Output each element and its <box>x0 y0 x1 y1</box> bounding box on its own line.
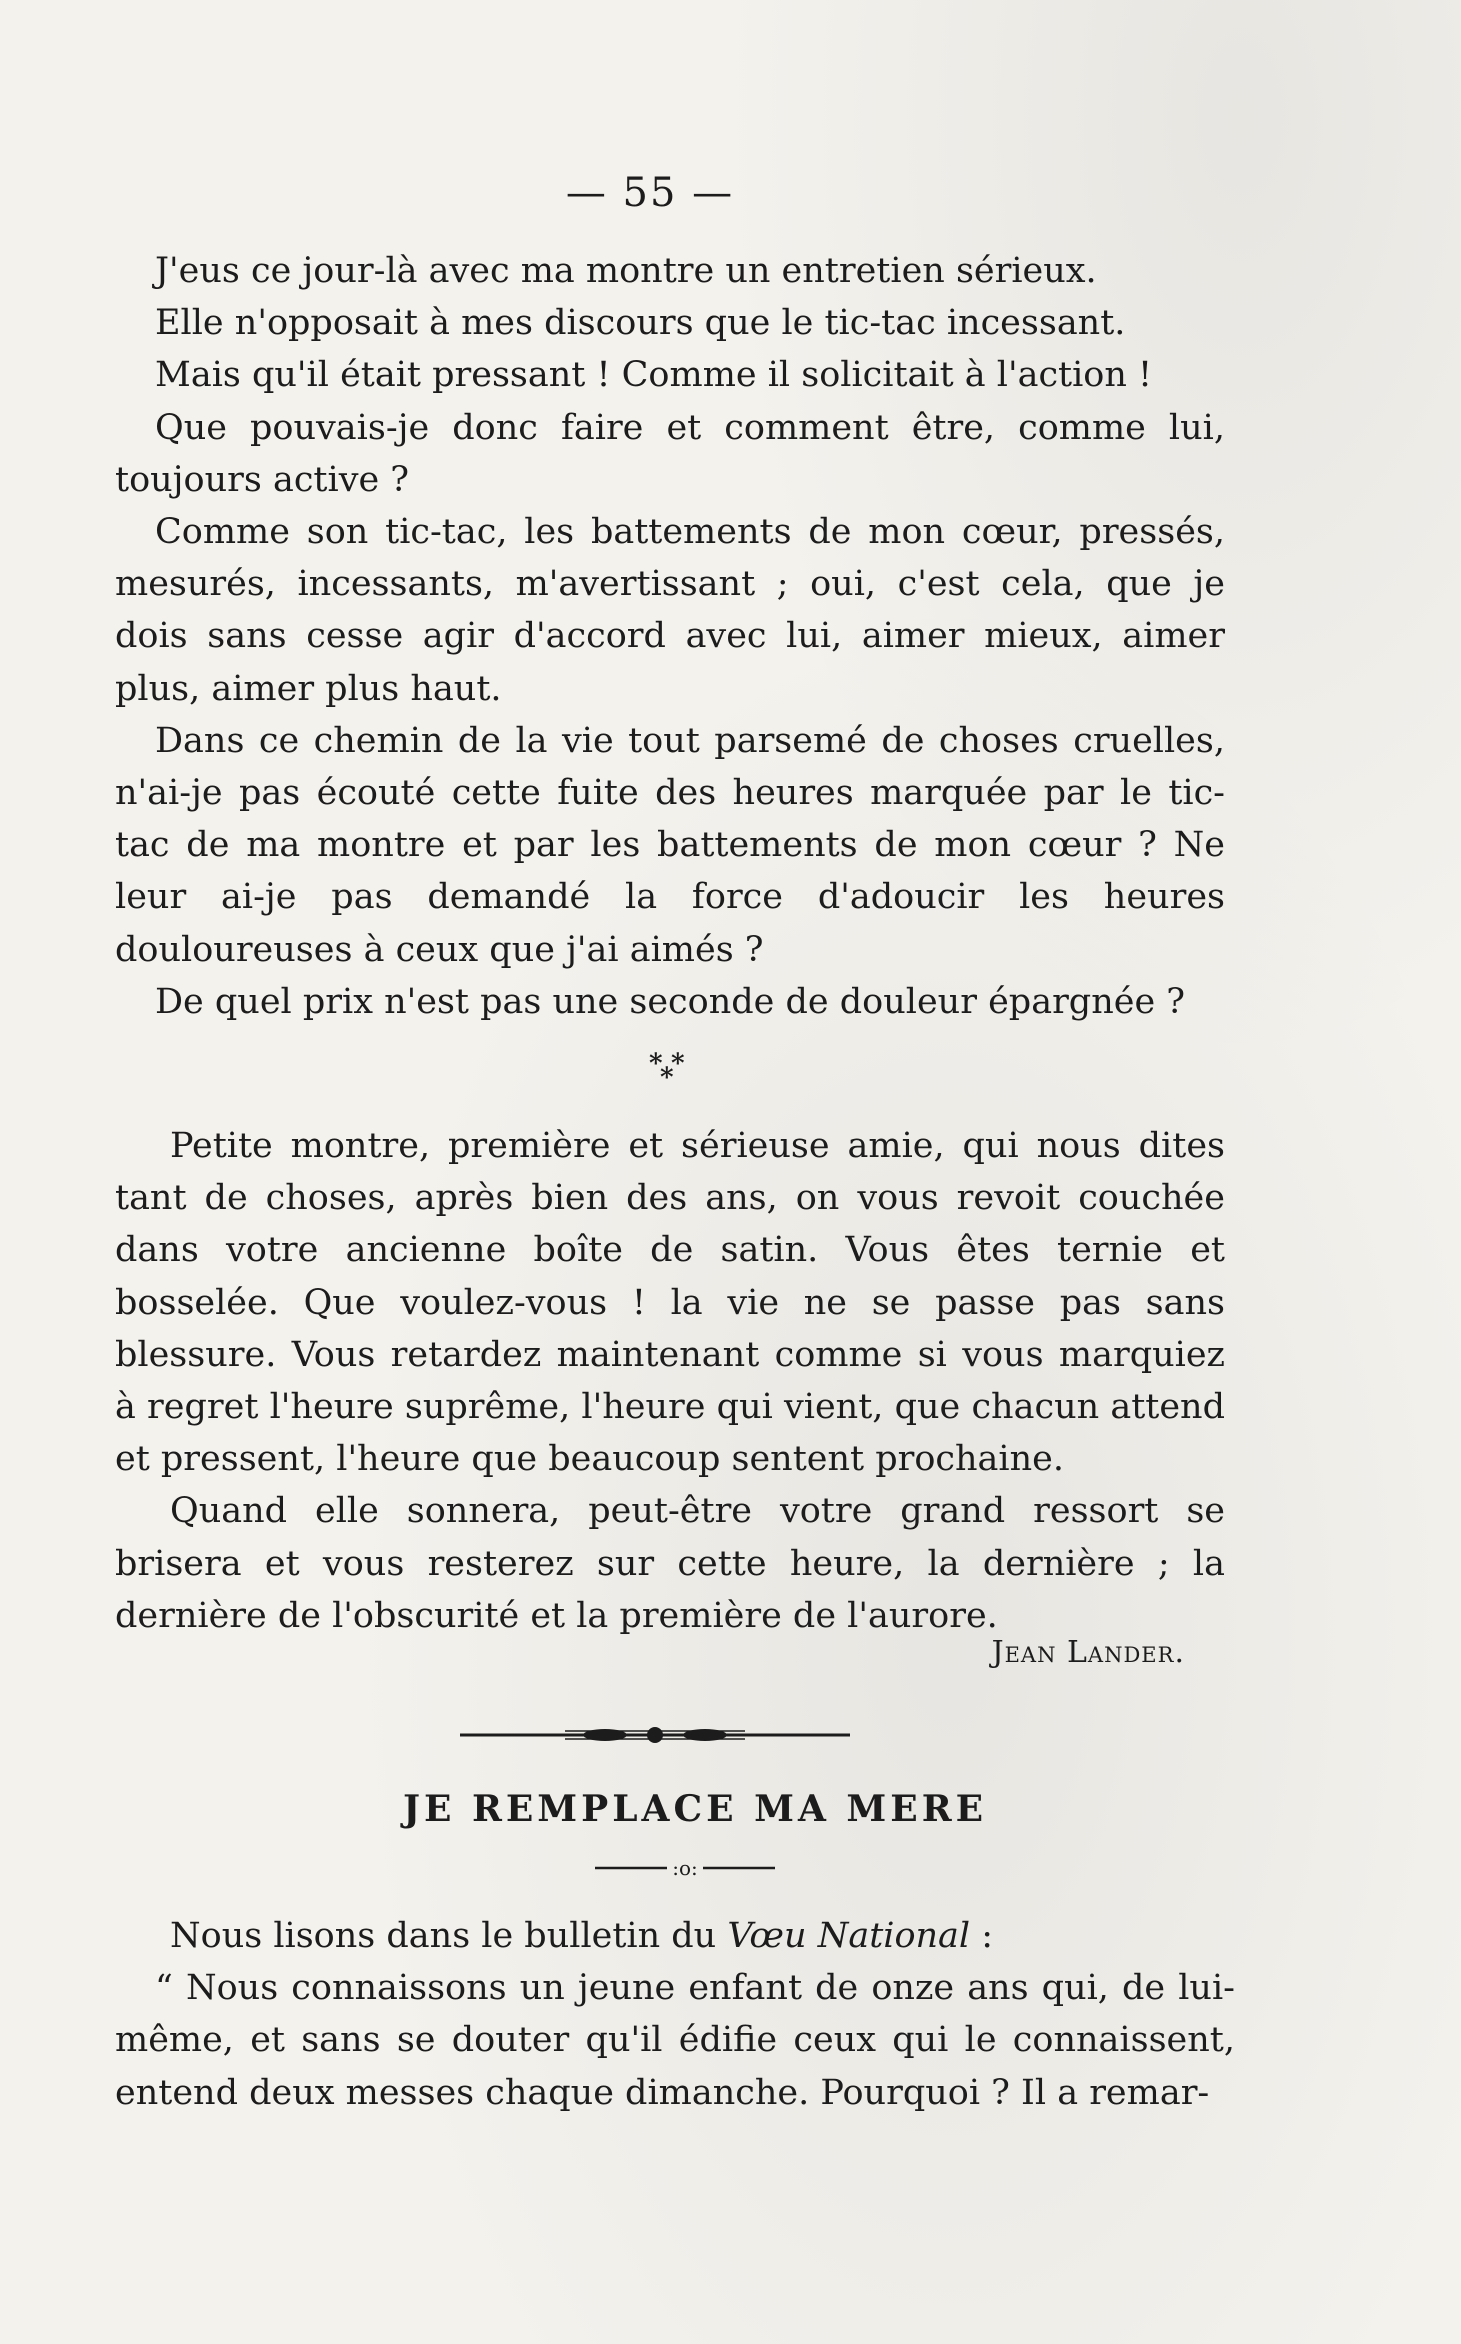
article-title: JE REMPLACE MA MERE <box>402 1788 988 1830</box>
paragraph: Comme son tic-tac, les battements de mon cœur, pressés, mesurés, incessants, m'avertissant ; oui, c'est cela, que je dois sans cesse agir d'accord avec lui, aimer mieux, aimer plus, aimer plus haut. <box>115 512 1225 709</box>
title-rule-icon <box>595 1853 775 1883</box>
paragraph: Que pouvais-je donc faire et comment être, comme lui, toujours active ? <box>115 407 1225 500</box>
page-number: — 55 — <box>565 170 735 216</box>
article2-body <box>115 1910 1235 2119</box>
title-rule-text: :o: <box>672 1856 698 1880</box>
paragraph: De quel prix n'est pas une seconde de douleur épargnée ? <box>155 981 1186 1022</box>
paragraph: Quand elle sonnera, peut-être votre grand ressort se brisera et vous resterez sur cette heure, la dernière ; la dernière de l'obscurité et la première de l'aurore. <box>115 1491 1225 1636</box>
article-body-part1 <box>115 245 1225 1028</box>
ornamental-rule-icon <box>455 1720 855 1750</box>
paragraph: “ Nous connaissons un jeune enfant de onze ans qui, de lui-même, et sans se douter qu'il édifie ceux qui le connaissent, entend deux messes chaque dimanche. Pourquoi ? Il a remar- <box>115 1968 1235 2113</box>
section-separator <box>0 1050 1330 1096</box>
paragraph: Petite montre, première et sérieuse amie, qui nous dites tant de choses, après bien des ans, on vous revoit couchée dans votre ancienne boîte de satin. Vous êtes ternie et bosselée. Que voulez-vous ! la vie ne se passe pas sans blessure. Vous retardez maintenant comme si vous marquiez à regret l'heure suprême, l'heure qui vient, que chacun attend et pressent, l'heure que beaucoup sentent prochaine. <box>115 1126 1225 1480</box>
paragraph <box>115 1910 1235 1962</box>
paragraph: Mais qu'il était pressant ! Comme il solicitait à l'action ! <box>155 355 1153 396</box>
source-name: Vœu National <box>727 1916 971 1956</box>
intro-colon: : <box>970 1916 994 1956</box>
intro-text: Nous lisons dans le bulletin du <box>170 1916 728 1956</box>
article-body-part2 <box>115 1120 1225 1642</box>
svg-text:*: * <box>649 1050 663 1079</box>
paragraph: J'eus ce jour-là avec ma montre un entretien sérieux. <box>155 251 1097 291</box>
svg-text:*: * <box>660 1063 674 1090</box>
asterism-icon <box>635 1050 695 1090</box>
svg-text:*: * <box>671 1050 685 1079</box>
paragraph: Elle n'opposait à mes discours que le tic-tac incessant. <box>155 303 1126 344</box>
author-signature: Jean Lander. <box>991 1635 1185 1670</box>
paragraph: Dans ce chemin de la vie tout parsemé de choses cruelles, n'ai-je pas écouté cette fuite des heures marquée par le tic-tac de ma montre et par les battements de mon cœur ? Ne leur ai-je pas demandé la force d'adoucir les heures douloureuses à ceux que j'ai aimés ? <box>115 720 1225 970</box>
